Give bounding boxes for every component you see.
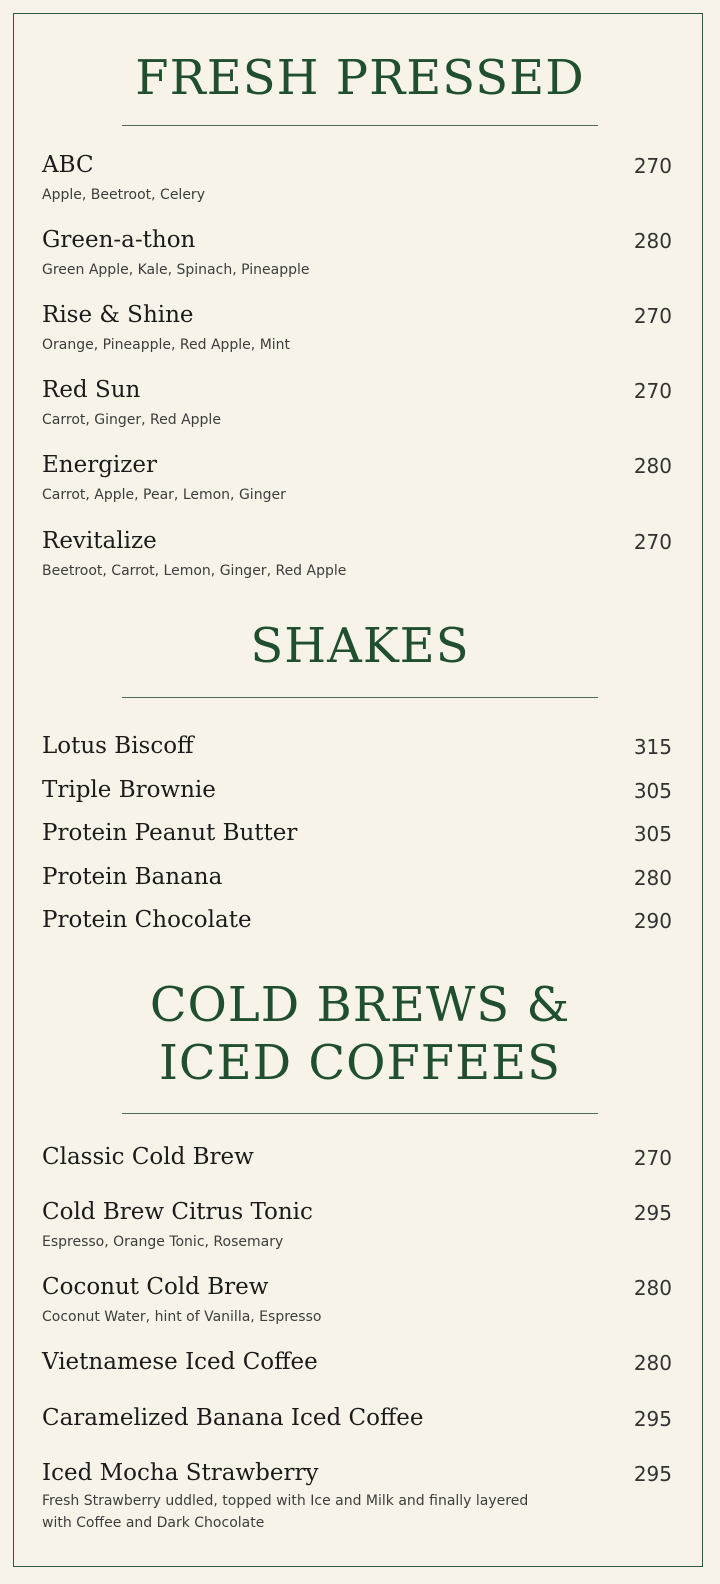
item-price: 290 <box>633 909 672 933</box>
item-name: Energizer <box>42 452 158 478</box>
item-description-line-2: with Coffee and Dark Chocolate <box>42 1515 265 1531</box>
item-name: Protein Chocolate <box>42 907 252 933</box>
item-name: ABC <box>42 152 94 178</box>
item-price: 280 <box>633 866 672 890</box>
item-description: Apple, Beetroot, Celery <box>42 187 205 203</box>
item-price: 305 <box>633 779 672 803</box>
item-price: 315 <box>633 735 672 759</box>
section-divider <box>122 125 598 126</box>
item-name: Coconut Cold Brew <box>42 1274 269 1300</box>
item-price: 280 <box>633 229 672 253</box>
item-name: Caramelized Banana Iced Coffee <box>42 1405 424 1431</box>
item-price: 270 <box>633 379 672 403</box>
item-name: Vietnamese Iced Coffee <box>42 1349 318 1375</box>
section-title-cold-brews-line-1: COLD BREWS & <box>149 977 571 1033</box>
item-name: Lotus Biscoff <box>42 733 194 759</box>
item-description: Orange, Pineapple, Red Apple, Mint <box>42 337 291 353</box>
item-name: Iced Mocha Strawberry <box>42 1460 319 1486</box>
item-price: 280 <box>633 1276 672 1300</box>
item-name: Red Sun <box>42 377 141 403</box>
item-name: Protein Peanut Butter <box>42 820 298 846</box>
section-title-shakes: SHAKES <box>250 618 470 674</box>
section-title-fresh-pressed: FRESH PRESSED <box>135 50 585 106</box>
item-price: 295 <box>633 1407 672 1431</box>
section-divider <box>122 697 598 698</box>
item-price: 270 <box>633 304 672 328</box>
item-price: 270 <box>633 154 672 178</box>
item-name: Rise & Shine <box>42 302 194 328</box>
item-description: Beetroot, Carrot, Lemon, Ginger, Red Apple <box>42 563 347 579</box>
item-price: 305 <box>633 822 672 846</box>
item-name: Triple Brownie <box>42 777 216 803</box>
item-description: Green Apple, Kale, Spinach, Pineapple <box>42 262 310 278</box>
item-price: 295 <box>633 1462 672 1486</box>
item-description: Espresso, Orange Tonic, Rosemary <box>42 1234 284 1250</box>
item-price: 295 <box>633 1201 672 1225</box>
item-name: Revitalize <box>42 528 157 554</box>
item-name: Cold Brew Citrus Tonic <box>42 1199 313 1225</box>
item-name: Protein Banana <box>42 864 223 890</box>
item-price: 270 <box>633 1146 672 1170</box>
item-price: 280 <box>633 1351 672 1375</box>
item-description: Carrot, Apple, Pear, Lemon, Ginger <box>42 487 286 503</box>
item-name: Green-a-thon <box>42 227 196 253</box>
item-name: Classic Cold Brew <box>42 1144 254 1170</box>
item-description-line-1: Fresh Strawberry uddled, topped with Ice and Milk and finally layered <box>42 1493 529 1509</box>
section-title-cold-brews-line-2: ICED COFFEES <box>158 1035 562 1091</box>
item-price: 270 <box>633 530 672 554</box>
item-description: Coconut Water, hint of Vanilla, Espresso <box>42 1309 322 1325</box>
item-description: Carrot, Ginger, Red Apple <box>42 412 221 428</box>
item-price: 280 <box>633 454 672 478</box>
section-divider <box>122 1113 598 1114</box>
